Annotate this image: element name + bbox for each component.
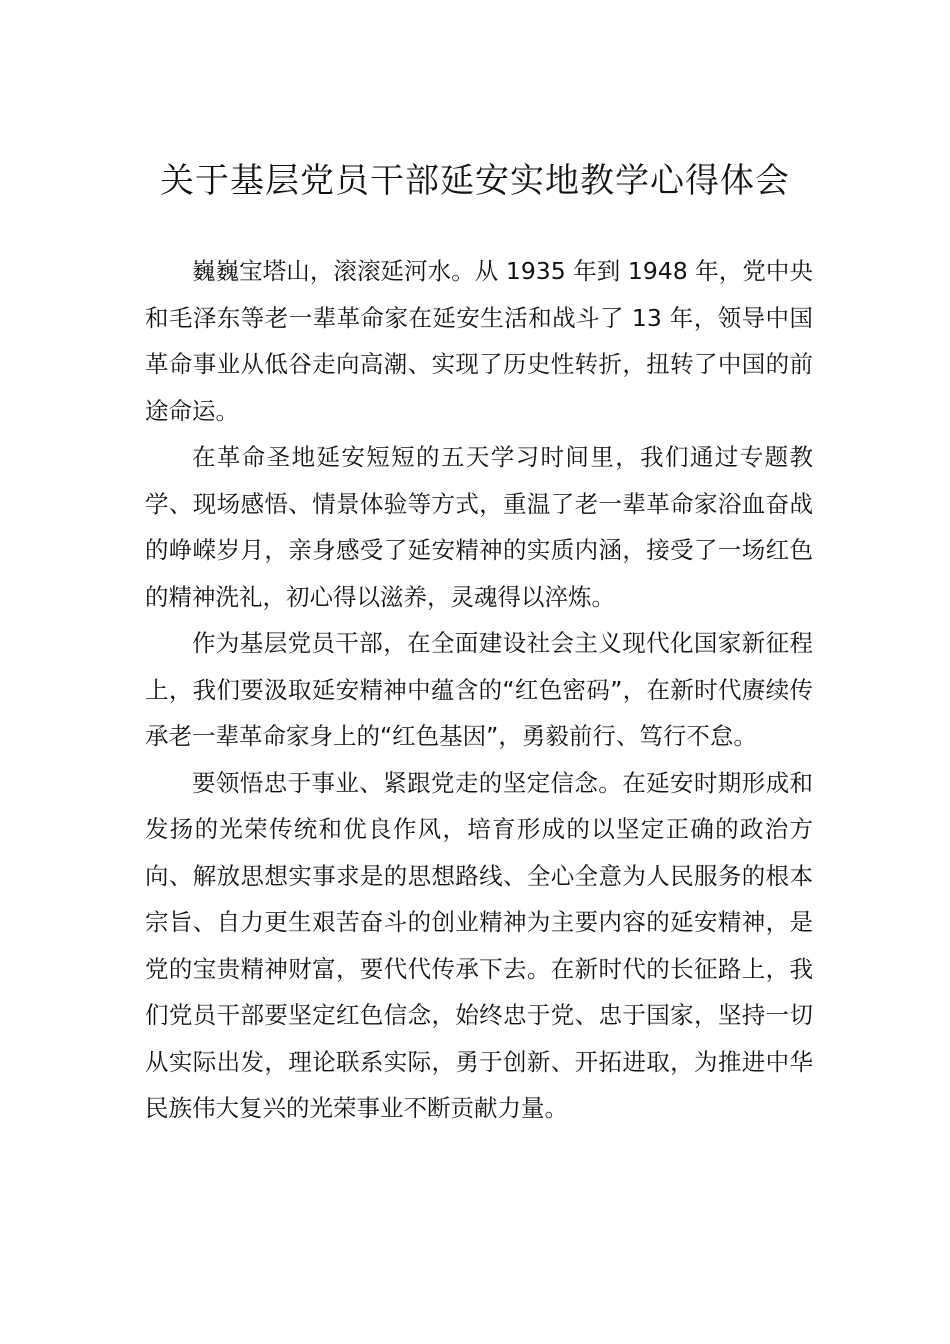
paragraph: 要领悟忠于事业、紧跟党走的坚定信念。在延安时期形成和发扬的光荣传统和优良作风，培育形成的以坚定正确的政治方向、解放思想实事求是的思想路线、全心全意为人民服务的根本宗旨、自力更生艰苦奋斗的创业精神为主要内容的延安精神，是党的宝贵精神财富，要代代传承下去。在新时代的长征路上，我们党员干部要坚定红色信念，始终忠于党、忠于国家，坚持一切从实际出发，理论联系实际，勇于创新、开拓进取，为推进中华民族伟大复兴的光荣事业不断贡献力量。: [145, 768, 813, 1122]
document-body: [145, 248, 813, 1132]
paragraph: 在革命圣地延安短短的五天学习时间里，我们通过专题教学、现场感悟、情景体验等方式，重温了老一辈革命家浴血奋战的峥嵘岁月，亲身感受了延安精神的实质内涵，接受了一场红色的精神洗礼，初心得以滋养，灵魂得以淬炼。: [145, 443, 813, 611]
document-title: 关于基层党员干部延安实地教学心得体会: [160, 161, 790, 201]
paragraph: 作为基层党员干部，在全面建设社会主义现代化国家新征程上，我们要汲取延安精神中蕴含的“红色密码”，在新时代赓续传承老一辈革命家身上的“红色基因”，勇毅前行、笃行不怠。: [145, 629, 813, 750]
paragraph: 巍巍宝塔山，滚滚延河水。从 1935 年到 1948 年，党中央和毛泽东等老一辈革命家在延安生活和战斗了 13 年，领导中国革命事业从低谷走向高潮、实现了历史性转折，扭转了中国的前途命运。: [145, 257, 813, 425]
